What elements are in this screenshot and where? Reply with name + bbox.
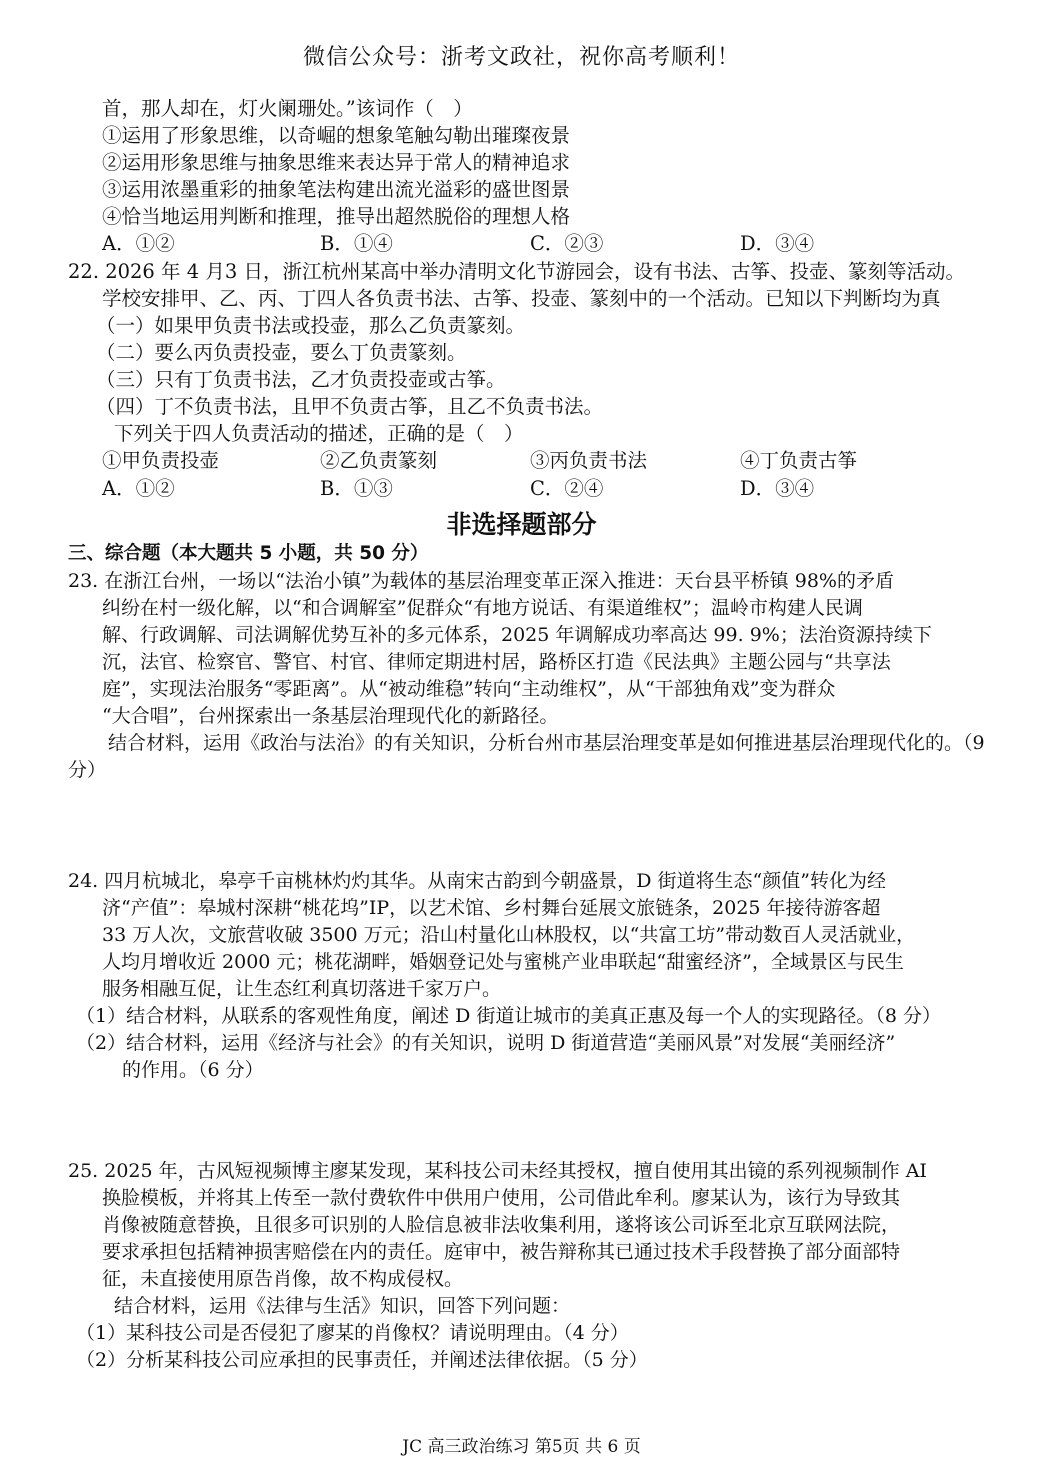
q24-line-2: 济“产值”：皋城村深耕“桃花坞”IP，以艺术馆、乡村舞台延展文旅链条，2025 年接待游客超 bbox=[102, 897, 881, 919]
q22-option-c: C．②④ bbox=[530, 477, 604, 500]
q25-sub-1: （1）某科技公司是否侵犯了廖某的肖像权？请说明理由。（4 分） bbox=[76, 1322, 629, 1344]
q23-question: 结合材料，运用《政治与法治》的有关知识，分析台州市基层治理变革是如何推进基层治理现代化的。（9 bbox=[108, 732, 985, 754]
q21-item-4: ④恰当地运用判断和推理，推导出超然脱俗的理想人格 bbox=[102, 205, 571, 228]
q25-line-3: 肖像被随意替换，且很多可识别的人脸信息被非法收集利用，遂将该公司诉至北京互联网法院， bbox=[102, 1214, 901, 1236]
q25-line-1: 25. 2025 年，古风短视频博主廖某发现，某科技公司未经其授权，擅自使用其出镜的系列视频制作 AI bbox=[68, 1160, 927, 1182]
q22-choice-3: ③丙负责书法 bbox=[530, 449, 648, 472]
q21-item-3: ③运用浓墨重彩的抽象笔法构建出流光溢彩的盛世图景 bbox=[102, 178, 571, 201]
q21-item-2: ②运用形象思维与抽象思维来表达异于常人的精神追求 bbox=[102, 151, 571, 174]
q23-question-score: 分） bbox=[68, 759, 107, 781]
q22-line-2: 学校安排甲、乙、丙、丁四人各负责书法、古筝、投壶、篆刻中的一个活动。已知以下判断均为真 bbox=[102, 287, 941, 310]
q21-stem-tail: 首，那人却在，灯火阑珊处。”该词作（ ） bbox=[102, 97, 473, 120]
q22-condition-2: （二）要么丙负责投壶，要么丁负责篆刻。 bbox=[96, 341, 467, 364]
q24-sub-2: （2）结合材料，运用《经济与社会》的有关知识，说明 D 街道营造“美丽风景”对发展“美丽经济” bbox=[76, 1032, 896, 1054]
q25-line-4: 要求承担包括精神损害赔偿在内的责任。庭审中，被告辩称其已通过技术手段替换了部分面部特 bbox=[102, 1241, 901, 1263]
q23-line-6: “大合唱”，台州探索出一条基层治理现代化的新路径。 bbox=[102, 705, 559, 727]
q23-line-4: 沉，法官、检察官、警官、村官、律师定期进村居，路桥区打造《民法典》主题公园与“共享法 bbox=[102, 651, 891, 673]
q21-option-b: B．①④ bbox=[320, 232, 393, 255]
q22-option-b: B．①③ bbox=[320, 477, 393, 500]
page-header: 微信公众号：浙考文政社，祝你高考顺利！ bbox=[302, 45, 740, 70]
q25-instruction: 结合材料，运用《法律与生活》知识，回答下列问题： bbox=[114, 1295, 571, 1317]
part-title: 非选择题部分 bbox=[446, 510, 597, 539]
q24-sub-1: （1）结合材料，从联系的客观性角度，阐述 D 街道让城市的美真正惠及每一个人的实现路径。（8 分） bbox=[76, 1005, 942, 1027]
q25-line-5: 征，未直接使用原告肖像，故不构成侵权。 bbox=[102, 1268, 464, 1290]
q22-condition-3: （三）只有丁负责书法，乙才负责投壶或古筝。 bbox=[96, 368, 506, 391]
q24-line-5: 服务相融互促，让生态红利真切落进千家万户。 bbox=[102, 978, 502, 1000]
q24-line-4: 人均月增收近 2000 元；桃花湖畔，婚姻登记处与蜜桃产业串联起“甜蜜经济”，全域景区与民生 bbox=[102, 951, 904, 973]
q24-line-1: 24. 四月杭城北，皋亭千亩桃林灼灼其华。从南宋古韵到今朝盛景，D 街道将生态“颜值”转化为经 bbox=[68, 870, 886, 892]
section-heading: 三、综合题（本大题共 5 小题，共 50 分） bbox=[68, 543, 429, 564]
q22-condition-1: （一）如果甲负责书法或投壶，那么乙负责篆刻。 bbox=[96, 314, 526, 337]
q21-option-a: A．①② bbox=[102, 232, 175, 255]
q22-choice-2: ②乙负责篆刻 bbox=[320, 449, 438, 472]
q23-line-3: 解、行政调解、司法调解优势互补的多元体系，2025 年调解成功率高达 99. 9%；法治资源持续下 bbox=[102, 624, 932, 646]
q21-item-1: ①运用了形象思维，以奇崛的想象笔触勾勒出璀璨夜景 bbox=[102, 124, 571, 147]
q22-choice-1: ①甲负责投壶 bbox=[102, 449, 220, 472]
q23-line-1: 23. 在浙江台州，一场以“法治小镇”为载体的基层治理变革正深入推进：天台县平桥镇 98%的矛盾 bbox=[68, 570, 894, 592]
q25-line-2: 换脸模板，并将其上传至一款付费软件中供用户使用，公司借此牟利。廖某认为，该行为导致其 bbox=[102, 1187, 901, 1209]
q22-choice-4: ④丁负责古筝 bbox=[740, 449, 858, 472]
q25-sub-2: （2）分析某科技公司应承担的民事责任，并阐述法律依据。（5 分） bbox=[76, 1349, 648, 1371]
page-footer: JC 高三政治练习 第5页 共 6 页 bbox=[402, 1437, 641, 1457]
q23-line-2: 纠纷在村一级化解，以“和合调解室”促群众“有地方说话、有渠道维权”；温岭市构建人民调 bbox=[102, 597, 863, 619]
q24-sub-2-cont: 的作用。（6 分） bbox=[122, 1059, 264, 1081]
q22-question: 下列关于四人负责活动的描述，正确的是（ ） bbox=[114, 422, 524, 445]
q23-line-5: 庭”，实现法治服务“零距离”。从“被动维稳”转向“主动维权”，从“干部独角戏”变为群众 bbox=[102, 678, 836, 700]
q21-option-c: C．②③ bbox=[530, 232, 604, 255]
q22-option-d: D．③④ bbox=[740, 477, 815, 500]
q22-line-1: 22. 2026 年 4 月3 日，浙江杭州某高中举办清明文化节游园会，设有书法、古筝、投壶、篆刻等活动。 bbox=[68, 260, 965, 283]
q22-condition-4: （四）丁不负责书法，且甲不负责古筝，且乙不负责书法。 bbox=[96, 395, 604, 418]
q22-option-a: A．①② bbox=[102, 477, 175, 500]
q21-option-d: D．③④ bbox=[740, 232, 815, 255]
q24-line-3: 33 万人次，文旅营收破 3500 万元；沿山村量化山林股权，以“共富工坊”带动数百人灵活就业， bbox=[102, 924, 916, 946]
